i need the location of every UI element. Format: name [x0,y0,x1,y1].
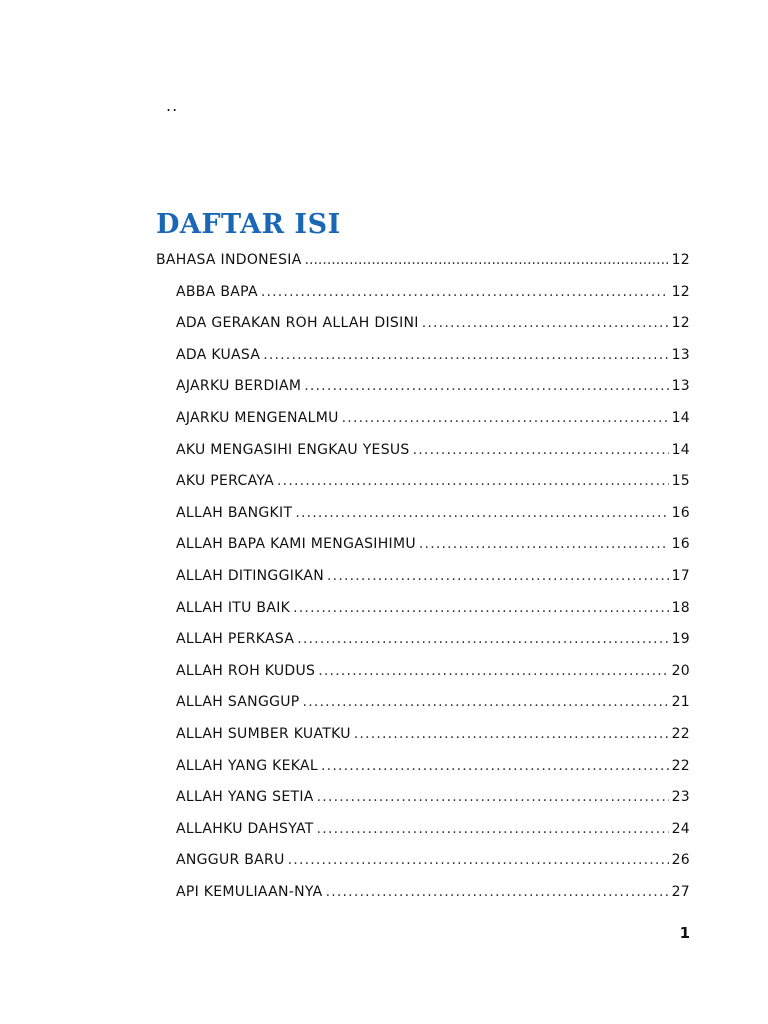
dot-leader [321,758,669,774]
toc-title: DAFTAR ISI [156,209,341,240]
toc-entry[interactable] [156,536,690,568]
toc-entry-label: ALLAH YANG SETIA [176,789,314,806]
dot-leader [263,347,668,363]
dot-leader [413,442,669,458]
dot-leader [304,378,668,394]
toc-entry-label: ALLAH DITINGGIKAN [176,567,325,584]
toc-entry[interactable] [156,663,690,695]
toc-entry-label: API KEMULIAAN-NYA [176,883,323,900]
toc-entry[interactable] [156,347,690,379]
toc-entry[interactable] [156,821,690,853]
toc-entry[interactable] [156,631,690,663]
dot-leader [318,663,668,679]
toc-entry[interactable] [156,884,690,916]
toc-entry-label: ALLAH ITU BAIK [176,599,291,616]
header-mark: .. [166,96,179,115]
toc-entry-page: 12 [671,252,690,268]
table-of-contents [156,252,690,915]
toc-entry-page: 23 [671,789,690,806]
toc-entry-page: 26 [671,852,690,869]
toc-entry-page: 13 [671,346,690,363]
toc-entry-page: 24 [671,820,690,837]
dot-leader [326,884,669,900]
toc-entry[interactable] [156,378,690,410]
dot-leader [305,252,669,268]
toc-entry[interactable] [156,726,690,758]
toc-entry[interactable] [156,284,690,316]
toc-entry[interactable] [156,600,690,632]
toc-entry[interactable] [156,410,690,442]
toc-entry-page: 15 [671,473,690,490]
toc-entry-page: 21 [671,694,690,711]
dot-leader [327,568,669,584]
toc-entry-page: 19 [671,631,690,648]
toc-entry-label: ALLAH BANGKIT [176,504,293,521]
dot-leader [317,789,669,805]
page-number: 1 [679,924,690,942]
dot-leader [422,315,669,331]
toc-entry-label: ANGGUR BARU [176,852,285,869]
toc-entry-label: ALLAH SANGGUP [176,694,300,711]
toc-entry[interactable] [156,473,690,505]
dot-leader [288,852,669,868]
toc-entry[interactable] [156,789,690,821]
toc-entry-page: 12 [671,283,690,300]
toc-entry-page: 20 [671,662,690,679]
dot-leader [419,536,669,552]
toc-entry-page: 14 [671,441,690,458]
toc-entry-page: 27 [671,883,690,900]
toc-entry-label: ABBA BAPA [176,283,258,300]
toc-entry[interactable] [156,758,690,790]
toc-entry-page: 16 [671,536,690,553]
dot-leader [295,505,668,521]
toc-entry-label: AKU MENGASIHI ENGKAU YESUS [176,441,410,458]
toc-entry-page: 12 [671,315,690,332]
toc-entry-page: 13 [671,378,690,395]
dot-leader [342,410,669,426]
toc-entry[interactable] [156,694,690,726]
toc-entry-page: 14 [671,409,690,426]
toc-entry-label: ALLAH BAPA KAMI MENGASIHIMU [176,536,416,553]
toc-entry[interactable] [156,315,690,347]
toc-entry-label: AKU PERCAYA [176,473,275,490]
dot-leader [293,600,668,616]
toc-entry-page: 16 [671,504,690,521]
toc-entry-label: BAHASA INDONESIA [156,252,302,268]
toc-entry-page: 18 [671,599,690,616]
dot-leader [277,473,669,489]
toc-entry-label: ALLAHKU DAHSYAT [176,820,314,837]
toc-entry-label: AJARKU MENGENALMU [176,409,339,426]
toc-entry[interactable] [156,505,690,537]
toc-entry-label: ALLAH ROH KUDUS [176,662,316,679]
dot-leader [303,694,669,710]
toc-entry-label: ALLAH PERKASA [176,631,295,648]
toc-entry-page: 22 [671,757,690,774]
toc-entry-label: ALLAH SUMBER KUATKU [176,725,351,742]
toc-entry-page: 17 [671,567,690,584]
dot-leader [261,284,669,300]
toc-entry-label: ALLAH YANG KEKAL [176,757,319,774]
dot-leader [297,631,668,647]
toc-entry-page: 22 [671,725,690,742]
toc-entry-label: ADA GERAKAN ROH ALLAH DISINI [176,315,419,332]
toc-entry[interactable] [156,852,690,884]
toc-entry-label: AJARKU BERDIAM [176,378,302,395]
toc-entry[interactable] [156,568,690,600]
toc-entry-label: ADA KUASA [176,346,261,363]
dot-leader [354,726,669,742]
toc-entry[interactable] [156,442,690,474]
dot-leader [317,821,669,837]
toc-entry[interactable] [156,252,690,284]
